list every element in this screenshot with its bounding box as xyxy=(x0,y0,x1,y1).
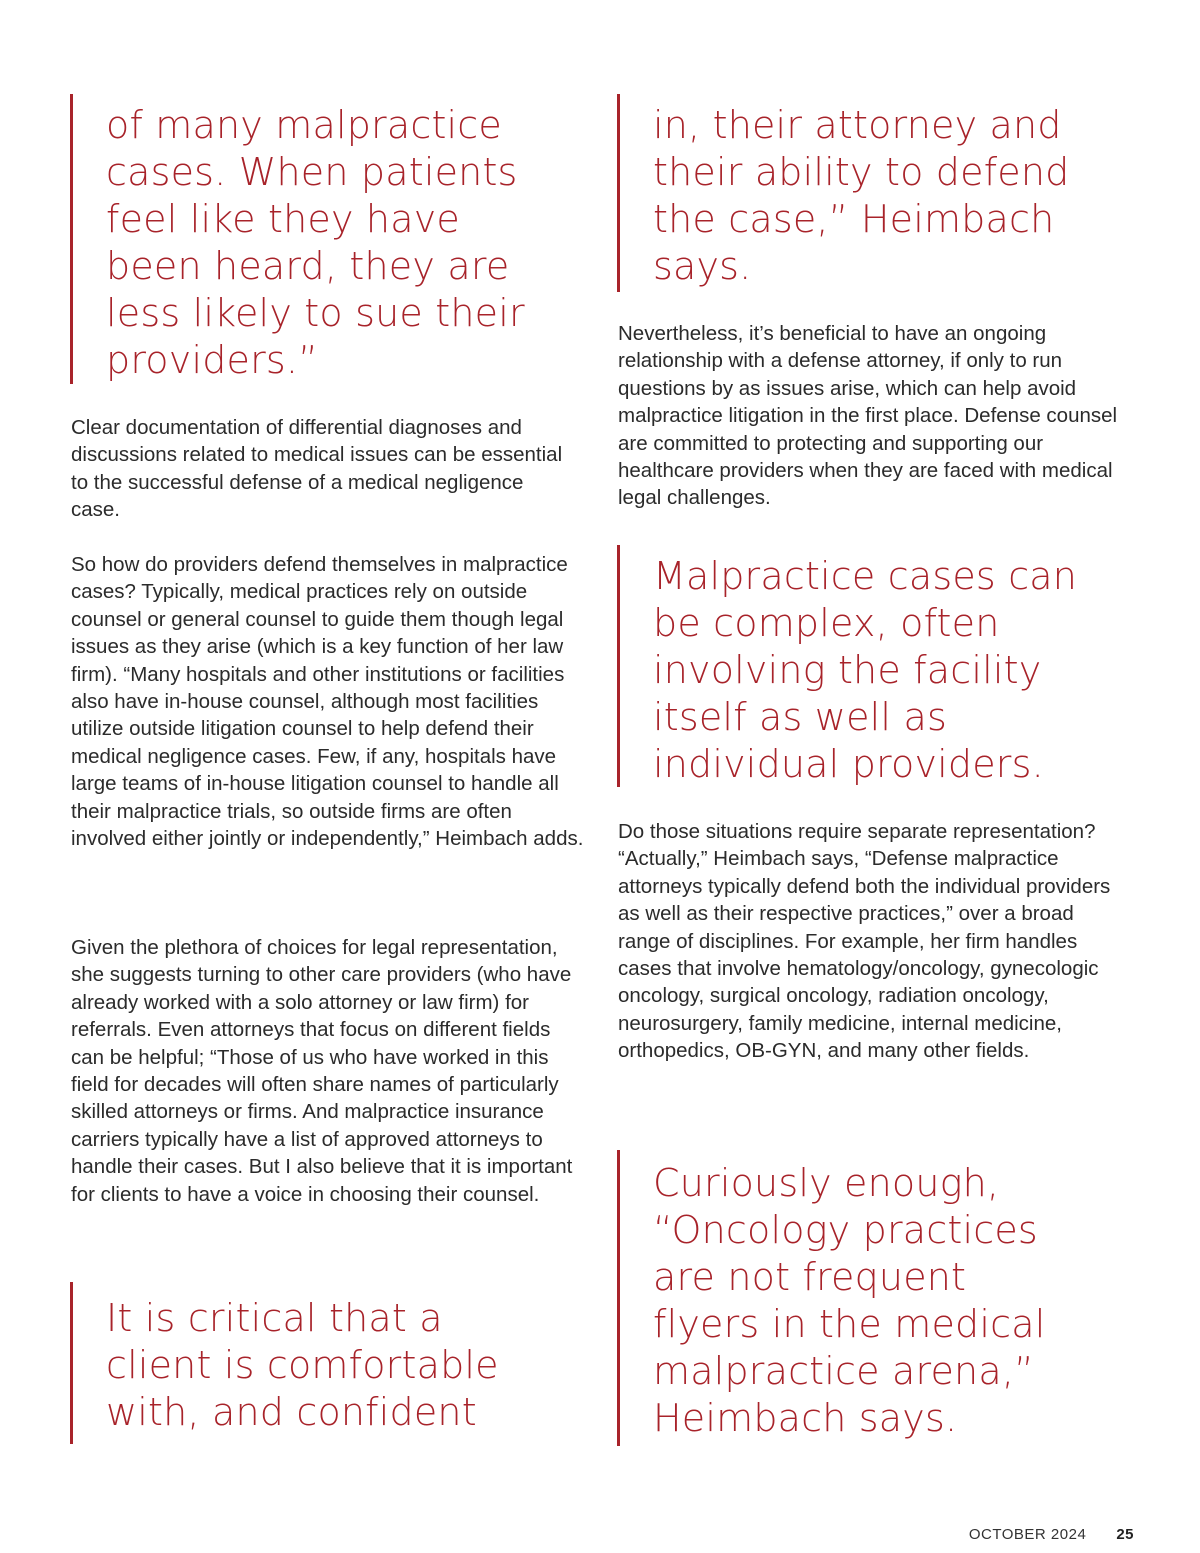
pullquote-left-bottom xyxy=(70,1282,570,1444)
pullquote-left-top xyxy=(70,94,570,384)
pullquote-text: Curiously enough, “Oncology practices are not frequent flyers in the medical malpractice arena,” Heimbach says. xyxy=(653,1161,1046,1440)
body-paragraph: Clear documentation of differential diagnoses and discussions related to medical issues can be essential to the successful defense of a medical negligence case. xyxy=(71,416,563,522)
body-paragraph: So how do providers defend themselves in malpractice cases? Typically, medical practices rely on outside counsel or general counsel to guide them though legal issues as they arise (which is a key function of her law firm). “Many hospitals and other institutions or facilities also have in-house counsel, although most facilities utilize outside litigation counsel to help defend their medical negligence cases. Few, if any, hospitals have large teams of in-house litigation counsel to handle all their malpractice trials, so outside firms are often involved either jointly or independently,” Heimbach adds. xyxy=(71,553,584,851)
pullquote-right-middle xyxy=(617,545,1137,787)
page-number: 25 xyxy=(1116,1526,1134,1543)
body-paragraph: Nevertheless, it’s beneficial to have an ongoing relationship with a defense attorney, if only to run questions by as issues arise, which can help avoid malpractice litigation in the first place. Defense counsel are committed to protecting and supporting our healthcare providers when they are faced with medical legal challenges. xyxy=(618,322,1118,510)
pullquote-text: It is critical that a client is comfortable with, and confident xyxy=(106,1296,499,1434)
body-paragraph: Given the plethora of choices for legal representation, she suggests turning to other care providers (who have already worked with a solo attorney or law firm) for referrals. Even attorneys that focus on different fields can be helpful; “Those of us who have worked in this field for decades will often share names of particularly skilled attorneys or firms. And malpractice insurance carriers typically have a list of approved attorneys to handle their cases. But I also believe that it is important for clients to have a voice in choosing their counsel. xyxy=(71,936,573,1206)
body-paragraph: Do those situations require separate representation? “Actually,” Heimbach says, “Defense malpractice attorneys typically defend both the individual providers as well as their respective practices,” over a broad range of disciplines. For example, her firm handles cases that involve hematology/oncology, gynecologic oncology, surgical oncology, radiation oncology, neurosurgery, family medicine, internal medicine, orthopedics, OB-GYN, and many other fields. xyxy=(618,820,1111,1063)
page-footer xyxy=(969,1526,1134,1543)
pullquote-text: Malpractice cases can be complex, often involving the facility itself as well as individual providers. xyxy=(653,554,1078,786)
pullquote-text: in, their attorney and their ability to defend the case,” Heimbach says. xyxy=(653,103,1070,288)
pullquote-right-bottom xyxy=(617,1150,1137,1446)
pullquote-right-top xyxy=(617,94,1137,292)
pullquote-text: of many malpractice cases. When patients feel like they have been heard, they are less likely to sue their providers.” xyxy=(106,103,525,382)
issue-date: OCTOBER 2024 xyxy=(968,1526,1087,1543)
